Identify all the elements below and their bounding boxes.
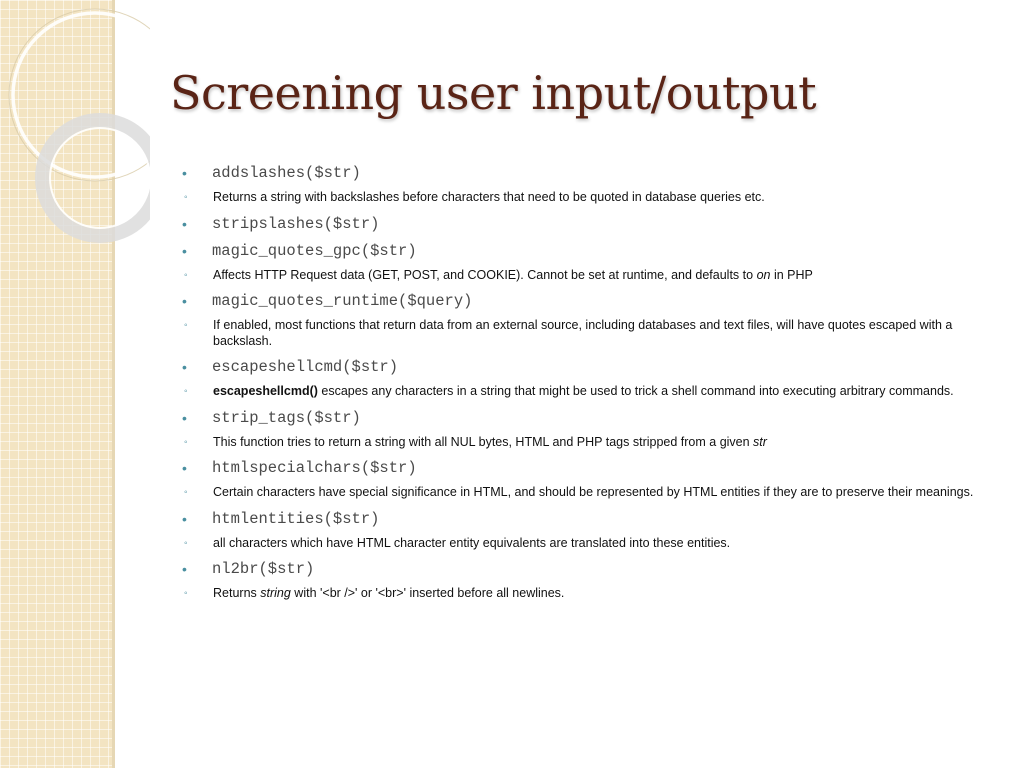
bullet-item (182, 408, 982, 428)
decorative-circles-icon (0, 0, 150, 260)
function-description (213, 268, 982, 284)
description-segment: with '<br />' or '<br>' inserted before all newlines. (290, 586, 565, 600)
description-segment: This function tries to return a string with all NUL bytes, HTML and PHP tags stripped from a given (213, 434, 754, 449)
function-signature: magic_quotes_runtime($query) (212, 292, 473, 310)
function-signature: magic_quotes_gpc($str) (212, 241, 417, 260)
description-segment: on (756, 267, 771, 282)
sub-bullet-item (182, 268, 982, 284)
function-signature: htmlspecialchars($str) (212, 459, 417, 477)
function-signature: stripslashes($str) (212, 214, 380, 233)
bullet-item (182, 241, 982, 261)
bullet-list (182, 163, 982, 610)
sub-bullet-item (182, 384, 982, 400)
function-description (213, 190, 982, 206)
sub-bullet-item (182, 318, 982, 349)
description-segment: Certain characters have special significance in HTML, and should be represented by HTML entities if they are to preserve their meanings. (213, 485, 974, 499)
bullet-item (182, 291, 982, 311)
bullet-item (182, 458, 982, 478)
function-description (213, 318, 982, 349)
sub-bullet-ring-icon: ◦ (184, 386, 188, 397)
sub-bullet-ring-icon: ◦ (184, 487, 188, 498)
bullet-dot-icon: • (182, 293, 187, 309)
sub-bullet-ring-icon: ◦ (184, 537, 188, 549)
description-segment: in PHP (770, 267, 813, 282)
function-description (213, 384, 982, 400)
function-signature: strip_tags($str) (212, 408, 361, 427)
function-description (213, 435, 982, 451)
sub-bullet-ring-icon: ◦ (184, 269, 188, 281)
description-segment: escapes any characters in a string that might be used to trick a shell command into executing arbitrary commands. (317, 384, 954, 398)
bullet-dot-icon: • (182, 460, 187, 476)
sub-bullet-item (182, 435, 982, 451)
bullet-item (182, 357, 982, 377)
sub-bullet-ring-icon: ◦ (184, 588, 188, 599)
bullet-dot-icon: • (182, 510, 187, 527)
function-signature: escapeshellcmd($str) (212, 358, 399, 376)
description-segment: string (260, 586, 291, 600)
description-segment: escapeshellcmd() (213, 384, 318, 398)
function-signature: htmlentities($str) (212, 509, 380, 528)
bullet-dot-icon: • (182, 215, 187, 232)
description-segment: str (753, 434, 767, 449)
sub-bullet-item (182, 536, 982, 552)
sub-bullet-item (182, 190, 982, 206)
bullet-dot-icon: • (182, 242, 187, 259)
description-segment: Returns (213, 586, 261, 600)
sub-bullet-item (182, 485, 982, 501)
bullet-item (182, 509, 982, 529)
bullet-item (182, 163, 982, 183)
description-segment: If enabled, most functions that return data from an external source, including databases and text files, will have quotes escaped with a backslash. (213, 318, 953, 348)
bullet-dot-icon: • (182, 409, 187, 426)
function-signature: addslashes($str) (212, 164, 361, 182)
bullet-item (182, 214, 982, 234)
sub-bullet-ring-icon: ◦ (184, 192, 188, 203)
bullet-dot-icon: • (182, 561, 187, 577)
sub-bullet-ring-icon: ◦ (184, 436, 188, 448)
bullet-dot-icon: • (182, 359, 187, 375)
slide-title: Screening user input/output (170, 66, 817, 120)
function-description (213, 586, 982, 602)
function-signature: nl2br($str) (212, 560, 315, 578)
sub-bullet-item (182, 586, 982, 602)
description-segment: Returns a string with backslashes before characters that need to be quoted in database queries etc. (213, 190, 765, 204)
bullet-dot-icon: • (182, 165, 187, 181)
bullet-item (182, 559, 982, 579)
description-segment: all characters which have HTML character entity equivalents are translated into these entities. (213, 535, 731, 550)
description-segment: Affects HTTP Request data (GET, POST, and COOKIE). Cannot be set at runtime, and defaults to (213, 267, 757, 282)
function-description (213, 536, 982, 552)
sub-bullet-ring-icon: ◦ (184, 320, 188, 331)
function-description (213, 485, 982, 501)
